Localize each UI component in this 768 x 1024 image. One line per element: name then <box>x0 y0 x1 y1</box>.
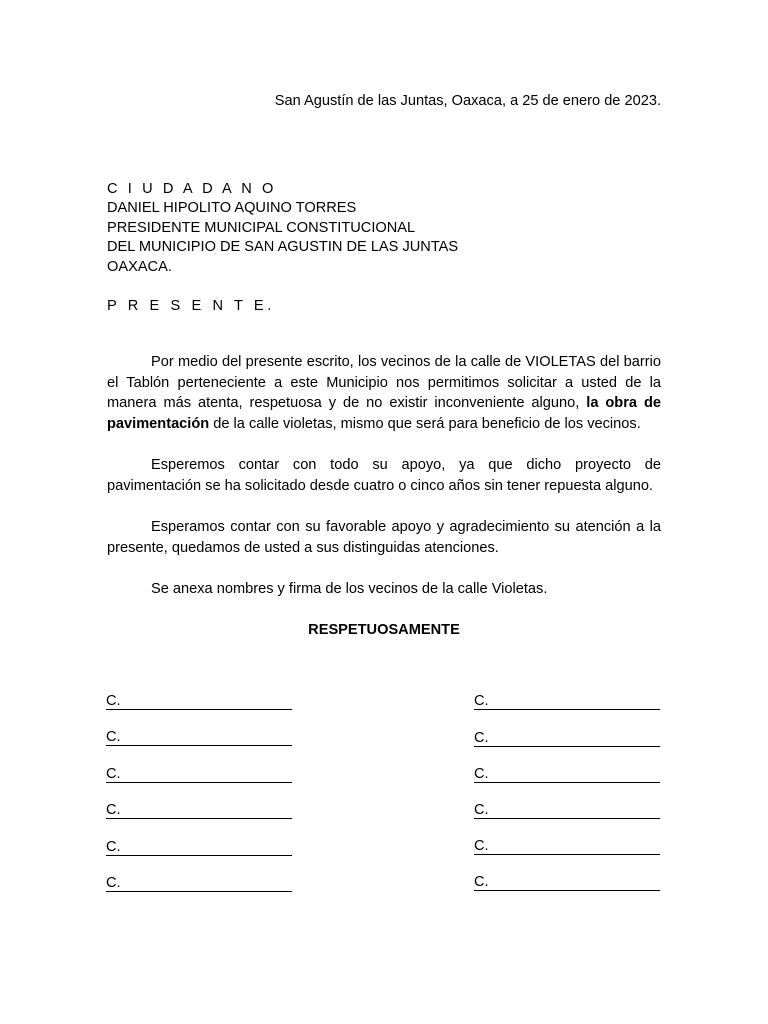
signature-line <box>474 729 660 747</box>
paragraph-request <box>107 352 661 434</box>
addressee-block <box>107 180 458 277</box>
signature-line <box>106 801 292 819</box>
signature-label: C. <box>474 766 489 782</box>
signature-rule <box>474 746 660 747</box>
signature-rule <box>474 818 660 819</box>
paragraph-annex: Se anexa nombres y firma de los vecinos de la calle Violetas. <box>151 581 548 597</box>
signature-label: C. <box>474 693 489 709</box>
paragraph-thanks: Esperamos contar con su favorable apoyo y agradecimiento su atención a la presente, quedamos de usted a sus distinguidas atenciones. <box>107 519 661 556</box>
signature-line <box>106 765 292 783</box>
paragraph-request-emphasis: la obra de pavimentación <box>107 395 662 432</box>
signature-label: C. <box>474 874 489 890</box>
signature-label: C. <box>106 693 121 709</box>
signature-line <box>106 874 292 892</box>
addressee-municipality: DEL MUNICIPIO DE SAN AGUSTIN DE LAS JUNTAS <box>107 239 459 256</box>
signature-rule <box>474 709 660 710</box>
signature-line <box>474 837 660 855</box>
signature-line <box>474 692 660 710</box>
signature-label: C. <box>474 730 489 746</box>
closing-respetuosamente: RESPETUOSAMENTE <box>308 622 460 638</box>
addressee-state: OAXACA. <box>107 258 172 275</box>
signature-line <box>474 765 660 783</box>
signature-label: C. <box>474 802 489 818</box>
paragraph-request-start: Por medio del presente escrito, los vecinos de la calle de VIOLETAS del barrio el Tablón perteneciente a este Municipio nos permitimos solicitar a usted de la manera más atenta, respetuosa y de no existir inconveniente alguno, <box>107 354 661 411</box>
signature-label: C. <box>106 802 121 818</box>
letter-body <box>107 352 661 621</box>
signature-rule <box>474 782 660 783</box>
signature-rule <box>106 818 292 819</box>
signature-label: C. <box>106 839 121 855</box>
signature-label: C. <box>474 838 489 854</box>
signature-rule <box>106 782 292 783</box>
paragraph-request-end: de la calle violetas, mismo que será para beneficio de los vecinos. <box>209 415 641 432</box>
signature-rule <box>106 709 292 710</box>
signature-rule <box>474 890 660 891</box>
signature-label: C. <box>106 729 121 745</box>
addressee-name: DANIEL HIPOLITO AQUINO TORRES <box>107 200 357 217</box>
addressee-title: PRESIDENTE MUNICIPAL CONSTITUCIONAL <box>107 219 416 236</box>
presente-heading: P R E S E N T E. <box>107 298 275 314</box>
signature-label: C. <box>106 766 121 782</box>
signature-rule <box>106 745 292 746</box>
signature-line <box>474 873 660 891</box>
signature-line <box>474 801 660 819</box>
signature-line <box>106 838 292 856</box>
signature-rule <box>474 854 660 855</box>
signature-line <box>106 692 292 710</box>
addressee-salutation: C I U D A D A N O <box>107 181 277 197</box>
signature-line <box>106 728 292 746</box>
signature-label: C. <box>106 875 121 891</box>
signature-rule <box>106 855 292 856</box>
date-line: San Agustín de las Juntas, Oaxaca, a 25 de enero de 2023. <box>274 93 661 109</box>
signature-rule <box>106 891 292 892</box>
paragraph-support: Esperemos contar con todo su apoyo, ya que dicho proyecto de pavimentación se ha solicitado desde cuatro o cinco años sin tener repuesta alguno. <box>107 457 661 494</box>
